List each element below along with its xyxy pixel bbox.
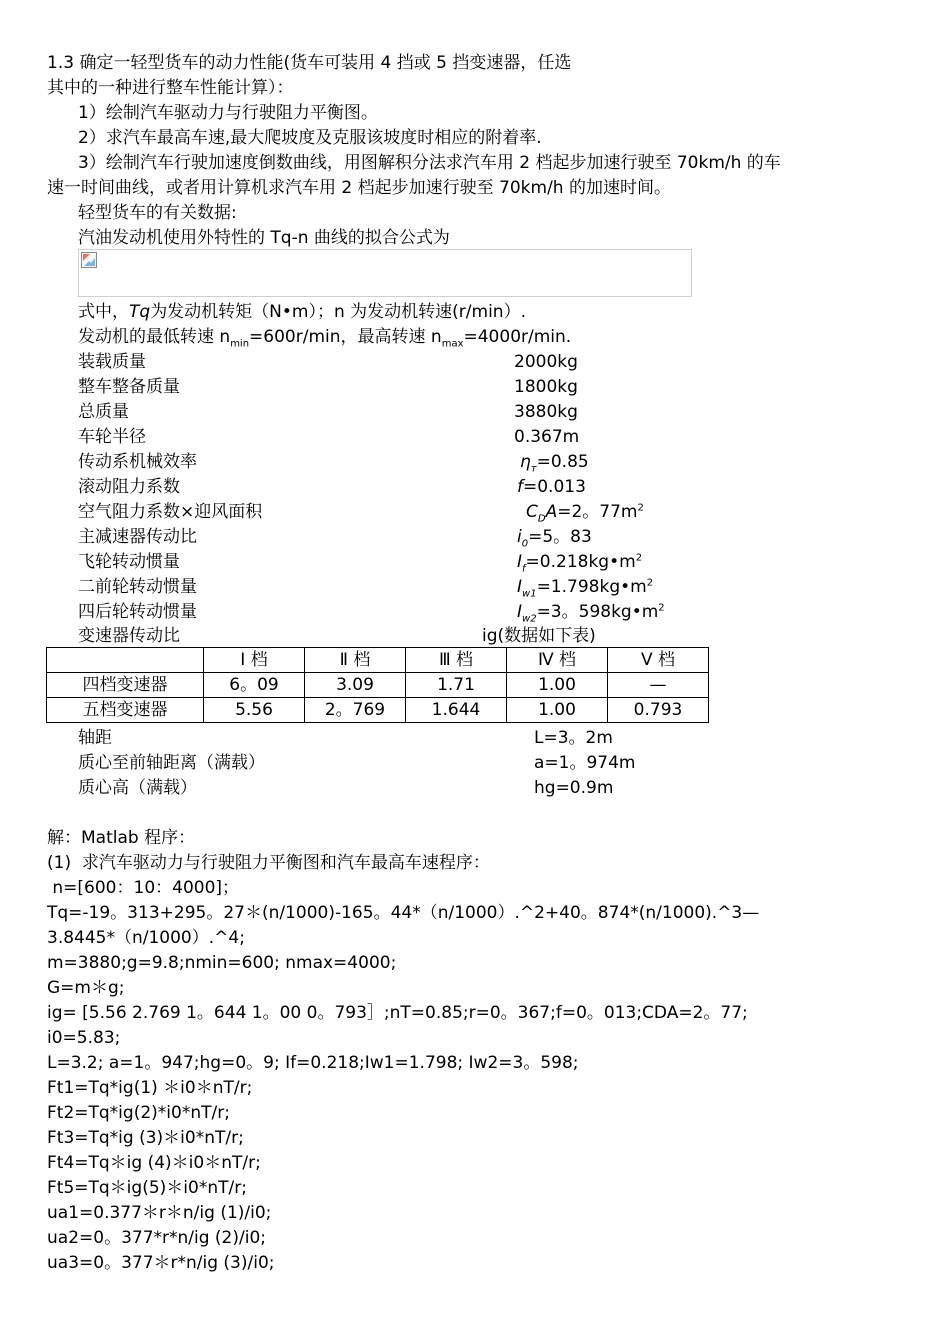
- param-label: 质心至前轴距离（满载）: [78, 753, 265, 773]
- code-line: i0=5.83;: [47, 1028, 121, 1048]
- f-value: =0.013: [523, 477, 586, 497]
- param-value: a=1。974m: [534, 753, 636, 773]
- code-line: Ft3=Tq*ig (3)＊i0*nT/r;: [47, 1128, 244, 1148]
- param-value-cda: [526, 500, 644, 524]
- c-symbol: C: [526, 502, 538, 522]
- code-line: Ft1=Tq*ig(1) ＊i0＊nT/r;: [47, 1078, 253, 1098]
- formula-intro: 汽油发动机使用外特性的 Tq-n 曲线的拟合公式为: [78, 228, 450, 248]
- d-subscript: D: [537, 513, 546, 525]
- f-symbol: f: [517, 477, 523, 497]
- table-row: [47, 673, 709, 698]
- param-value: 2000kg: [514, 352, 578, 372]
- table-header-cell: Ⅳ 档: [507, 648, 608, 673]
- code-line: G=m＊g;: [47, 978, 125, 998]
- square-superscript: 2: [658, 602, 665, 614]
- param-value: 3880kg: [514, 402, 578, 422]
- a-symbol: A: [545, 502, 558, 522]
- iw1-value: =1.798kg•m: [536, 577, 647, 597]
- param-label: 车轮半径: [78, 427, 146, 447]
- param-label: 飞轮转动惯量: [78, 552, 180, 572]
- tq-symbol: Tq: [129, 302, 151, 322]
- engine-speed-range: [78, 325, 571, 349]
- code-line: Ft5=Tq＊ig(5)＊i0*nT/r;: [47, 1178, 247, 1198]
- param-label: 主减速器传动比: [78, 527, 197, 547]
- where-description: 为发动机转矩（N•m）；n 为发动机转速(r/min）.: [150, 302, 526, 322]
- min-subscript: min: [230, 338, 250, 350]
- square-superscript: 2: [637, 502, 644, 514]
- param-label: 整车整备质量: [78, 377, 180, 397]
- task-1: 1）绘制汽车驱动力与行驶阻力平衡图。: [78, 103, 378, 123]
- table-cell: 四档变速器: [47, 673, 204, 698]
- param-value-iw1: [517, 575, 653, 599]
- param-label: 质心高（满载）: [78, 778, 197, 798]
- table-cell: 5.56: [204, 698, 305, 723]
- table-cell: 2。769: [305, 698, 406, 723]
- eta-symbol: η: [520, 452, 531, 472]
- if-value: =0.218kg•m: [525, 552, 636, 572]
- i0-value: =5。83: [528, 527, 592, 547]
- table-row: [47, 698, 709, 723]
- table-header-row: [47, 648, 709, 673]
- table-cell: 1.00: [507, 673, 608, 698]
- table-cell: 3.09: [305, 673, 406, 698]
- problem-heading-line1: 1.3 确定一轻型货车的动力性能(货车可装用 4 挡或 5 挡变速器，任选: [47, 53, 572, 73]
- i-symbol: I: [517, 602, 523, 622]
- f-subscript: f: [522, 563, 526, 575]
- task-2: 2）求汽车最高车速,最大爬坡度及克服该坡度时相应的附着率.: [78, 128, 542, 148]
- param-value-efficiency: [520, 450, 589, 474]
- table-header-cell: Ⅲ 档: [406, 648, 507, 673]
- param-value-iw2: [517, 600, 665, 624]
- code-line: m=3880;g=9.8;nmin=600; nmax=4000;: [47, 953, 397, 973]
- param-value: 1800kg: [514, 377, 578, 397]
- task-3-line1: 3）绘制汽车行驶加速度倒数曲线，用图解积分法求汽车用 2 档起步加速行驶至 70km/h 的车: [78, 153, 781, 173]
- where-prefix: 式中，: [78, 302, 129, 322]
- zero-subscript: 0: [521, 538, 529, 550]
- speed-max-label: =600r/min，最高转速 n: [249, 327, 442, 347]
- table-cell: 1.00: [507, 698, 608, 723]
- param-label: 传动系机械效率: [78, 452, 197, 472]
- table-header-cell: Ⅴ 档: [608, 648, 709, 673]
- table-cell: 0.793: [608, 698, 709, 723]
- table-cell: 五档变速器: [47, 698, 204, 723]
- param-value-rolling: [517, 475, 586, 499]
- formula-image-frame: [78, 249, 692, 297]
- i-symbol: i: [517, 527, 522, 547]
- data-title: 轻型货车的有关数据:: [78, 203, 237, 223]
- param-label: 四后轮转动惯量: [78, 602, 197, 622]
- task-3-line2: 速一时间曲线，或者用计算机求汽车用 2 档起步加速行驶至 70km/h 的加速时间。: [47, 178, 671, 198]
- table-header-cell: Ⅱ 档: [305, 648, 406, 673]
- param-label: 二前轮转动惯量: [78, 577, 197, 597]
- param-label: 空气阻力系数×迎风面积: [78, 502, 263, 522]
- param-value-i0: [517, 525, 592, 549]
- code-line: n=[600：10：4000]；: [47, 878, 240, 898]
- w1-subscript: w1: [522, 588, 537, 600]
- solution-title: 解：Matlab 程序：: [47, 828, 196, 848]
- solution-step-1: (1) 求汽车驱动力与行驶阻力平衡图和汽车最高车速程序：: [47, 853, 490, 873]
- param-value: 0.367m: [514, 427, 580, 447]
- eta-value: =0.85: [536, 452, 589, 472]
- param-value: hg=0.9m: [534, 778, 614, 798]
- square-superscript: 2: [635, 552, 643, 564]
- param-value-if: [517, 550, 642, 574]
- code-line: Tq=-19。313+295。27＊(n/1000)-165。44*（n/1000）.^2+40。874*(n/1000).^3—: [47, 903, 760, 923]
- table-cell: —: [608, 673, 709, 698]
- table-cell: 6。09: [204, 673, 305, 698]
- param-label: 滚动阻力系数: [78, 477, 180, 497]
- param-value: L=3。2m: [534, 728, 613, 748]
- broken-image-icon: [81, 252, 97, 268]
- table-header-cell: [47, 648, 204, 673]
- i-symbol: I: [517, 552, 523, 572]
- speed-min-label: 发动机的最低转速 n: [78, 327, 231, 347]
- w2-subscript: w2: [522, 613, 537, 625]
- iw2-value: =3。598kg•m: [536, 602, 659, 622]
- i-symbol: I: [517, 577, 523, 597]
- where-note: [78, 300, 526, 324]
- param-label: 总质量: [78, 402, 129, 422]
- code-line: Ft2=Tq*ig(2)*i0*nT/r;: [47, 1103, 230, 1123]
- square-superscript: 2: [646, 577, 654, 589]
- code-line: ig= [5.56 2.769 1。644 1。00 0。793］;nT=0.85;r=0。367;f=0。013;CDA=2。77;: [47, 1003, 748, 1023]
- param-label: 变速器传动比: [78, 626, 180, 646]
- code-line: ua3=0。377＊r*n/ig (3)/i0;: [47, 1253, 275, 1273]
- param-value: ig(数据如下表): [482, 626, 596, 646]
- code-line: ua2=0。377*r*n/ig (2)/i0;: [47, 1228, 266, 1248]
- code-line: ua1=0.377＊r＊n/ig (1)/i0;: [47, 1203, 272, 1223]
- speed-max-value: =4000r/min.: [463, 327, 572, 347]
- table-cell: 1.71: [406, 673, 507, 698]
- table-cell: 1.644: [406, 698, 507, 723]
- cda-value: =2。77m: [557, 502, 638, 522]
- param-label: 轴距: [78, 728, 112, 748]
- table-header-cell: Ⅰ 档: [204, 648, 305, 673]
- param-label: 装载质量: [78, 352, 146, 372]
- max-subscript: max: [441, 338, 464, 350]
- code-line: Ft4=Tq＊ig (4)＊i0＊nT/r;: [47, 1153, 261, 1173]
- problem-heading-line2: 其中的一种进行整车性能计算）：: [47, 78, 294, 98]
- code-line: L=3.2; a=1。947;hg=0。9; If=0.218;Iw1=1.798; Iw2=3。598;: [47, 1053, 579, 1073]
- eta-subscript: т: [530, 463, 537, 475]
- gear-ratio-table: [46, 647, 709, 723]
- code-line: 3.8445*（n/1000）.^4;: [47, 928, 245, 948]
